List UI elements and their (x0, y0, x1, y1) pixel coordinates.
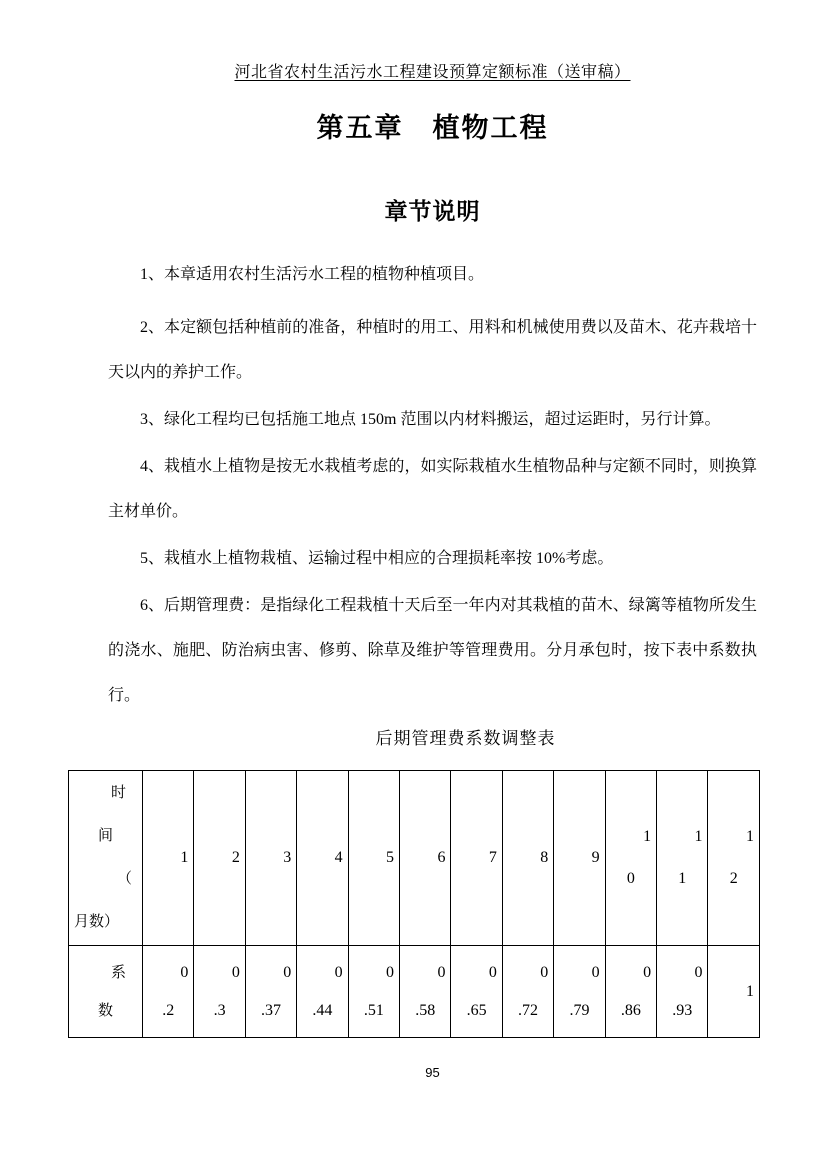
coefficient-cell (657, 946, 708, 1038)
cell-value-line: 0 (437, 963, 446, 981)
running-head (108, 0, 757, 84)
chapter-title: 第五章 植物工程 (316, 113, 549, 143)
coefficient-cell (348, 946, 399, 1038)
coefficient-cell (605, 946, 656, 1038)
cell-value-line: 6 (437, 849, 446, 866)
row-header-line: （ (116, 871, 132, 887)
section-heading: 章节说明 (384, 198, 481, 224)
coefficient-cell (451, 946, 502, 1038)
cell-value-line: 2 (729, 870, 738, 887)
cell-value-line: .93 (672, 1001, 693, 1019)
month-cell (297, 771, 348, 946)
cell-value-line: .86 (620, 1001, 641, 1019)
cell-value-line: .37 (261, 1001, 282, 1019)
cell-value-line: 0 (626, 870, 635, 887)
cell-value-line: 1 (694, 828, 703, 845)
month-cell (245, 771, 296, 946)
month-cell (554, 771, 605, 946)
cell-value-line: 0 (591, 963, 600, 981)
month-cell (400, 771, 451, 946)
body-paragraphs (108, 252, 757, 718)
cell-value-line: 3 (283, 849, 292, 866)
body-paragraph-4: 4、栽植水上植物是按无水栽植考虑的，如实际栽植水生植物品种与定额不同时，则换算主材单价。 (108, 458, 757, 520)
cell-value-line: 0 (180, 963, 189, 981)
body-paragraph-3: 3、绿化工程均已包括施工地点 150m 范围以内材料搬运，超过运距时，另行计算。 (140, 411, 721, 428)
cell-value-line: 1 (746, 828, 754, 845)
row-header-line: 间 (97, 828, 113, 844)
cell-value-line: 1 (180, 849, 189, 866)
page-number: 95 (425, 1065, 440, 1080)
coefficient-cell (554, 946, 605, 1038)
cell-value-line: 8 (540, 849, 549, 866)
row-header-line: 时 (110, 785, 126, 801)
row-header-line: 系 (110, 964, 126, 981)
month-cell (605, 771, 656, 946)
cell-value-line: 0 (386, 963, 395, 981)
cell-value-line: 0 (643, 963, 652, 981)
cell-value-line: 0 (283, 963, 292, 981)
cell-value-line: 2 (231, 849, 240, 866)
table-title: 后期管理费系数调整表 (375, 729, 556, 748)
cell-value-line: 5 (386, 849, 395, 866)
coefficient-cell (143, 946, 194, 1038)
coefficient-row-header (69, 946, 143, 1038)
coefficient-cell (245, 946, 296, 1038)
cell-value-line: .65 (466, 1001, 487, 1019)
row-header-line: 月数） (74, 914, 120, 930)
cell-value-line: .72 (518, 1001, 539, 1019)
cell-value-line: 1 (746, 982, 754, 1000)
month-cell (708, 771, 760, 946)
cell-value-line: 0 (231, 963, 240, 981)
cell-value-line: 4 (334, 849, 343, 866)
cell-value-line: 0 (488, 963, 497, 981)
cell-value-line: .3 (213, 1001, 226, 1019)
row-header-line: 数 (97, 1002, 113, 1019)
cell-value-line: 0 (694, 963, 703, 981)
coefficient-cell (194, 946, 245, 1038)
month-cell (194, 771, 245, 946)
coefficient-table (68, 770, 760, 1038)
coefficient-cell (502, 946, 553, 1038)
time-row-header (69, 771, 143, 946)
coefficient-cell (708, 946, 760, 1038)
cell-value-line: 7 (488, 849, 497, 866)
cell-value-line: .2 (162, 1001, 175, 1019)
cell-value-line: .51 (363, 1001, 384, 1019)
coefficient-row (69, 946, 760, 1038)
coefficient-cell (400, 946, 451, 1038)
coefficient-cell (297, 946, 348, 1038)
body-paragraph-5: 5、栽植水上植物栽植、运输过程中相应的合理损耗率按 10%考虑。 (140, 550, 614, 567)
month-cell (348, 771, 399, 946)
cell-value-line: 1 (643, 828, 652, 845)
body-paragraph-2: 2、本定额包括种植前的准备，种植时的用工、用料和机械使用费以及苗木、花卉栽培十天以内的养护工作。 (108, 319, 757, 381)
cell-value-line: 1 (678, 870, 687, 887)
month-cell (657, 771, 708, 946)
cell-value-line: .58 (415, 1001, 436, 1019)
cell-value-line: .79 (569, 1001, 590, 1019)
cell-value-line: 0 (540, 963, 549, 981)
month-cell (451, 771, 502, 946)
running-head-text: 河北省农村生活污水工程建设预算定额标准（送审稿） (234, 64, 631, 81)
time-months-row (69, 771, 760, 946)
body-paragraph-1: 1、本章适用农村生活污水工程的植物种植项目。 (140, 266, 485, 283)
coefficient-table-body (69, 771, 760, 1038)
body-paragraph-6: 6、后期管理费：是指绿化工程栽植十天后至一年内对其栽植的苗木、绿篱等植物所发生的浇水、施肥、防治病虫害、修剪、除草及维护等管理费用。分月承包时，按下表中系数执行。 (108, 597, 757, 704)
month-cell (143, 771, 194, 946)
cell-value-line: 9 (591, 849, 600, 866)
month-cell (502, 771, 553, 946)
cell-value-line: 0 (334, 963, 343, 981)
cell-value-line: .44 (312, 1001, 333, 1019)
